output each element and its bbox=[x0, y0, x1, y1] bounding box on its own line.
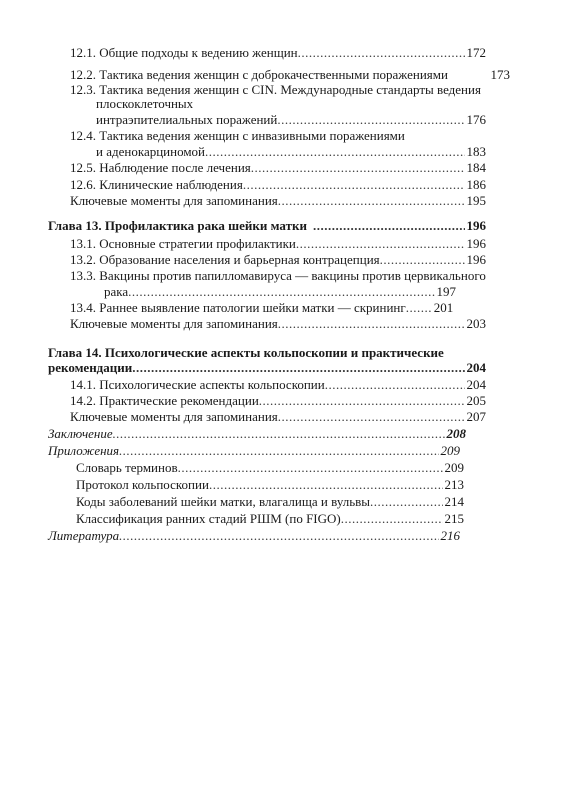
toc-page-number: 204 bbox=[466, 377, 486, 392]
toc-entry-12-2[interactable] bbox=[70, 67, 510, 82]
toc-entry-14-1[interactable] bbox=[70, 377, 486, 392]
toc-leader-dots bbox=[278, 409, 465, 424]
toc-leader-dots bbox=[298, 45, 465, 60]
toc-entry-title: Ключевые моменты для запоминания bbox=[70, 316, 278, 331]
toc-page-number: 215 bbox=[444, 511, 464, 526]
toc-page-number: 197 bbox=[436, 284, 456, 299]
toc-literature[interactable] bbox=[48, 528, 460, 543]
toc-chapter-title: рекомендации bbox=[48, 360, 133, 375]
toc-entry-title: 14.1. Психологические аспекты кольпоскопии bbox=[70, 377, 325, 392]
toc-leader-dots bbox=[209, 477, 443, 492]
toc-entry-codes[interactable] bbox=[76, 494, 464, 509]
toc-leader-dots bbox=[251, 160, 465, 175]
toc-page-number: 213 bbox=[444, 477, 464, 492]
toc-entry-key-points-14[interactable] bbox=[70, 409, 486, 424]
toc-leader-dots bbox=[341, 511, 443, 526]
toc-entry-12-4[interactable] bbox=[96, 144, 486, 159]
toc-leader-dots bbox=[205, 144, 464, 159]
toc-leader-dots bbox=[380, 252, 465, 267]
toc-entry-title: Заключение bbox=[48, 426, 113, 441]
toc-entry-title: Протокол кольпоскопии bbox=[76, 477, 209, 492]
toc-leader-dots bbox=[370, 494, 442, 509]
toc-entry-13-3[interactable] bbox=[104, 284, 456, 299]
toc-leader-dots bbox=[119, 528, 438, 543]
toc-entry-title: Ключевые моменты для запоминания bbox=[70, 409, 278, 424]
toc-entry-12-3-line1: 12.3. Тактика ведения женщин с CIN. Международные стандарты ведения bbox=[70, 82, 481, 97]
toc-entry-glossary[interactable] bbox=[76, 460, 464, 475]
toc-page-number: 209 bbox=[444, 460, 464, 475]
toc-entry-12-3-line2: плоскоклеточных bbox=[96, 96, 194, 111]
toc-entry-title: Классификация ранних стадий РШМ (по FIGO) bbox=[76, 511, 341, 526]
toc-leader-dots bbox=[296, 236, 465, 251]
toc-entry-title: интраэпителиальных поражений bbox=[96, 112, 278, 127]
toc-page-number: 209 bbox=[440, 443, 460, 458]
toc-page-number: 196 bbox=[466, 236, 486, 251]
toc-entry-title: 14.2. Практические рекомендации bbox=[70, 393, 259, 408]
toc-entry-title: 13.4. Раннее выявление патологии шейки матки — скрининг bbox=[70, 300, 406, 315]
toc-entry-13-3-line1: 13.3. Вакцины против папилломавируса — вакцины против цервикального bbox=[70, 268, 486, 283]
toc-page-number: 208 bbox=[446, 426, 466, 441]
toc-entry-title: рака bbox=[104, 284, 129, 299]
toc-page-number: 216 bbox=[440, 528, 460, 543]
toc-entry-title: 12.2. Тактика ведения женщин с доброкачественными поражениями bbox=[70, 67, 448, 82]
toc-entry-12-1[interactable] bbox=[70, 45, 486, 60]
toc-page-number: 172 bbox=[466, 45, 486, 60]
toc-leader-dots bbox=[178, 460, 443, 475]
toc-entry-title: и аденокарциномой bbox=[96, 144, 206, 159]
toc-page-number: 186 bbox=[466, 177, 486, 192]
toc-leader-dots bbox=[259, 393, 465, 408]
toc-leader-dots bbox=[128, 284, 434, 299]
toc-leader-dots bbox=[113, 426, 445, 441]
toc-leader-dots bbox=[278, 193, 465, 208]
toc-entry-12-6[interactable] bbox=[70, 177, 486, 192]
toc-entry-12-4-line1: 12.4. Тактика ведения женщин с инвазивными поражениями bbox=[70, 128, 405, 143]
toc-leader-dots bbox=[325, 377, 465, 392]
toc-page-number: 173 bbox=[490, 67, 510, 82]
toc-page-number: 214 bbox=[444, 494, 464, 509]
toc-page-number: 207 bbox=[466, 409, 486, 424]
toc-page-number: 183 bbox=[466, 144, 486, 159]
toc-entry-title: Приложения bbox=[48, 443, 120, 458]
toc-entry-key-points-13[interactable] bbox=[70, 316, 486, 331]
toc-conclusion[interactable] bbox=[48, 426, 466, 441]
toc-page-number: 205 bbox=[466, 393, 486, 408]
toc-chapter-title: Глава 13. Профилактика рака шейки матки bbox=[48, 218, 307, 233]
toc-leader-dots bbox=[406, 300, 432, 315]
toc-leader-dots bbox=[132, 360, 464, 375]
toc-entry-title: 13.1. Основные стратегии профилактики bbox=[70, 236, 296, 251]
toc-leader-dots bbox=[313, 218, 465, 233]
toc-appendix[interactable] bbox=[48, 443, 460, 458]
toc-page-number: 195 bbox=[466, 193, 486, 208]
toc-entry-12-5[interactable] bbox=[70, 160, 486, 175]
toc-entry-13-1[interactable] bbox=[70, 236, 486, 251]
toc-chapter-14-line1: Глава 14. Психологические аспекты кольпоскопии и практические bbox=[48, 345, 444, 360]
toc-entry-title: Литература bbox=[48, 528, 120, 543]
toc-page-number: 203 bbox=[466, 316, 486, 331]
toc-page-number: 196 bbox=[466, 218, 486, 233]
toc-leader-dots bbox=[119, 443, 438, 458]
toc-page-number: 201 bbox=[433, 300, 454, 315]
toc-entry-title: Словарь терминов bbox=[76, 460, 178, 475]
toc-entry-title: 12.1. Общие подходы к ведению женщин bbox=[70, 45, 298, 60]
toc-entry-classification[interactable] bbox=[76, 511, 464, 526]
toc-entry-title: Ключевые моменты для запоминания bbox=[70, 193, 278, 208]
toc-entry-title: Коды заболеваний шейки матки, влагалища и вульвы bbox=[76, 494, 371, 509]
toc-entry-title: 12.6. Клинические наблюдения bbox=[70, 177, 243, 192]
toc-entry-14-2[interactable] bbox=[70, 393, 486, 408]
toc-leader-dots bbox=[277, 112, 464, 127]
toc-leader-dots bbox=[243, 177, 465, 192]
toc-page-number: 176 bbox=[466, 112, 486, 127]
toc-entry-protocol[interactable] bbox=[76, 477, 464, 492]
toc-page-number: 204 bbox=[466, 360, 486, 375]
toc-entry-13-4[interactable] bbox=[70, 300, 466, 315]
toc-entry-12-3[interactable] bbox=[96, 112, 486, 127]
toc-page-number: 196 bbox=[466, 252, 486, 267]
toc-entry-title: 13.2. Образование населения и барьерная контрацепция bbox=[70, 252, 380, 267]
toc-chapter-14[interactable] bbox=[48, 360, 486, 375]
toc-page-number: 184 bbox=[466, 160, 486, 175]
toc-chapter-13[interactable] bbox=[48, 218, 486, 233]
toc-leader-dots bbox=[278, 316, 465, 331]
toc-entry-key-points-12[interactable] bbox=[70, 193, 486, 208]
toc-entry-title: 12.5. Наблюдение после лечения bbox=[70, 160, 251, 175]
toc-entry-13-2[interactable] bbox=[70, 252, 486, 267]
